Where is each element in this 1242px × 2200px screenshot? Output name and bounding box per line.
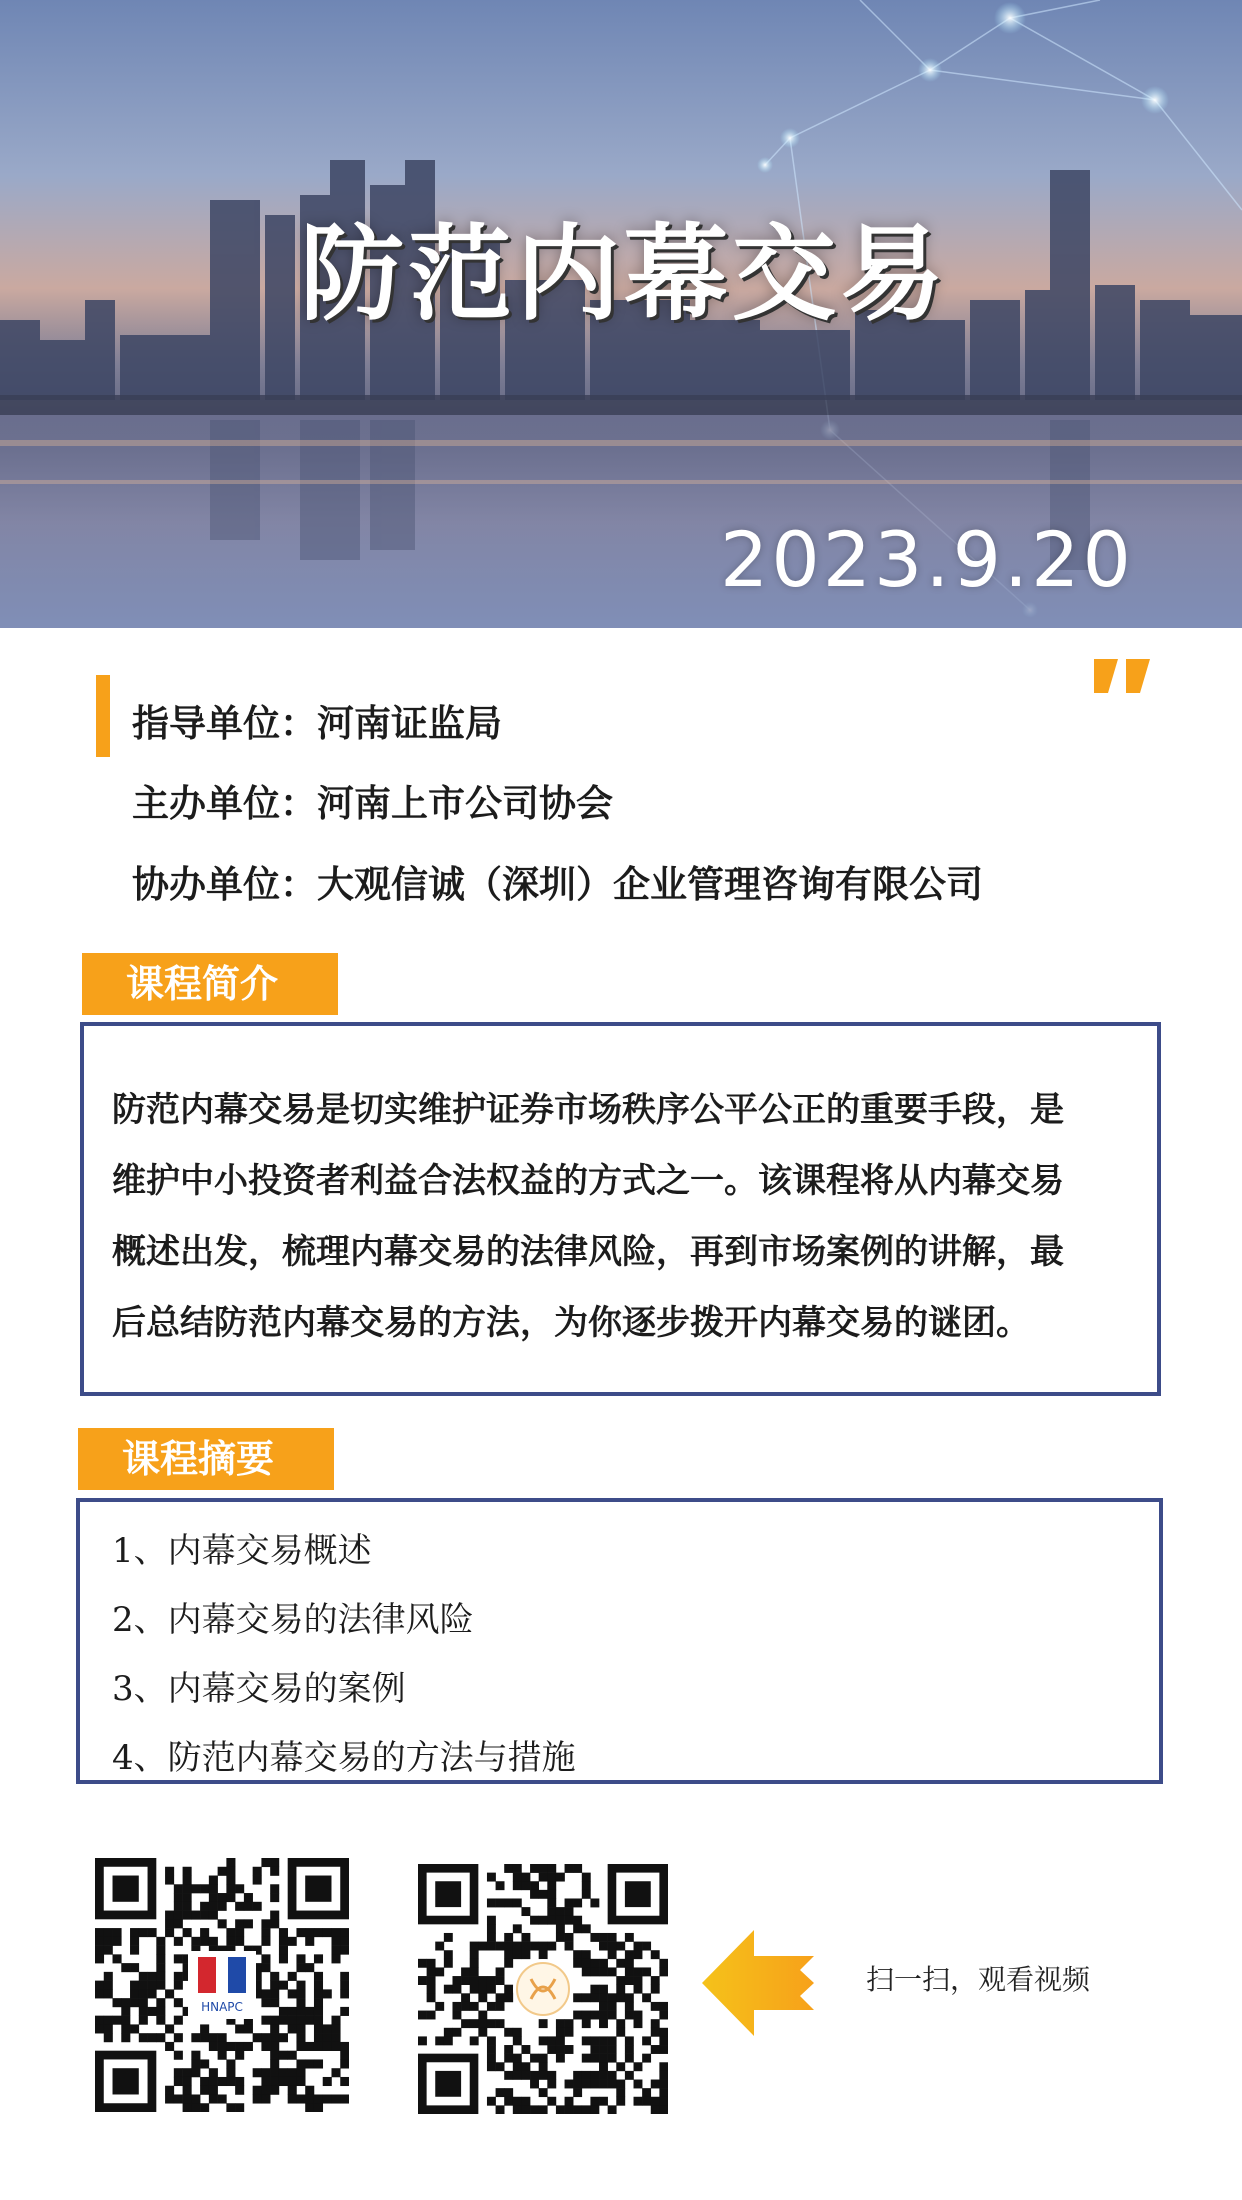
accent-bar [96, 675, 110, 757]
co-host-unit: 协办单位：大观信诚（深圳）企业管理咨询有限公司 [132, 862, 983, 906]
intro-heading: 课程简介 [82, 953, 338, 1015]
hero-title: 防范内幕交易 [300, 212, 949, 335]
hero-date: 2023.9.20 [720, 515, 1134, 604]
scan-instruction: 扫一扫，观看视频 [866, 1963, 1091, 1996]
intro-text [112, 1075, 1132, 1359]
guide-unit: 指导单位：河南证监局 [132, 701, 502, 745]
outline-item: 1、内幕交易概述 [112, 1531, 372, 1571]
host-unit: 主办单位：河南上市公司协会 [132, 781, 613, 825]
hnapc-logo-text: HNAPC [201, 2000, 243, 2014]
intro-line: 防范内幕交易是切实维护证券市场秩序公平公正的重要手段，是 [112, 1090, 1064, 1130]
outline-item: 2、内幕交易的法律风险 [112, 1600, 474, 1640]
intro-line: 概述出发，梳理内幕交易的法律风险，再到市场案例的讲解，最 [112, 1232, 1064, 1272]
qr-code-right[interactable] [418, 1864, 668, 2114]
outline-item: 4、防范内幕交易的方法与措施 [112, 1738, 576, 1778]
arrow-left-icon [702, 1930, 814, 2036]
qr-code-left[interactable] [95, 1858, 349, 2112]
hero-banner [0, 0, 1242, 628]
outline-item: 3、内幕交易的案例 [112, 1669, 406, 1709]
outline-heading: 课程摘要 [78, 1428, 334, 1490]
intro-line: 后总结防范内幕交易的方法，为你逐步拨开内幕交易的谜团。 [112, 1303, 1030, 1343]
quote-mark-icon [1090, 655, 1154, 697]
intro-line: 维护中小投资者利益合法权益的方式之一。该课程将从内幕交易 [112, 1161, 1064, 1201]
